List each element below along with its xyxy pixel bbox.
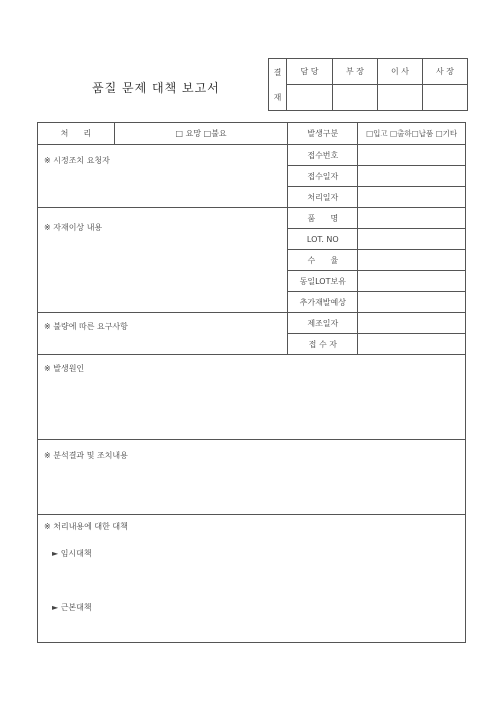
report-form-table <box>37 122 466 643</box>
field-receipt-no-value[interactable] <box>358 145 466 166</box>
field-yield-label: 수 율 <box>288 250 358 271</box>
field-receipt-date-label: 접수일자 <box>288 166 358 187</box>
approval-sign-manager[interactable] <box>333 85 378 111</box>
field-process-date-label: 처리일자 <box>288 187 358 208</box>
section-material-issue-label: ※ 자재이상 내용 <box>44 223 103 232</box>
category-options[interactable]: □입고 □출하□납품 □기타 <box>358 123 466 145</box>
section-analysis[interactable] <box>38 440 466 515</box>
field-mfg-date-value[interactable] <box>358 313 466 334</box>
section-requester-label: ※ 시정조치 요청자 <box>44 156 110 165</box>
section-countermeasures-label: ※ 처리내용에 대한 대책 <box>44 522 128 531</box>
approval-side-label <box>269 59 287 111</box>
field-receiver-value[interactable] <box>358 334 466 355</box>
field-item-name-label: 품 명 <box>288 208 358 229</box>
field-same-lot-value[interactable] <box>358 271 466 292</box>
temporary-measure-label: ► 임시대책 <box>52 549 92 558</box>
approval-header-director: 이 사 <box>378 59 423 85</box>
approval-table <box>268 58 468 111</box>
approval-side-bottom: 재 <box>273 92 282 102</box>
section-material-issue[interactable] <box>38 208 288 313</box>
section-analysis-label: ※ 분석결과 및 조치내용 <box>44 451 128 460</box>
field-receiver-label: 접 수 자 <box>288 334 358 355</box>
field-receipt-date-value[interactable] <box>358 166 466 187</box>
approval-sign-director[interactable] <box>378 85 423 111</box>
root-measure-label: ► 근본대책 <box>52 603 92 612</box>
section-cause[interactable] <box>38 355 466 440</box>
approval-sign-president[interactable] <box>423 85 468 111</box>
page-title: 품질 문제 대책 보고서 <box>92 81 220 95</box>
category-label: 발생구분 <box>288 123 358 145</box>
field-extra-defect-label: 추가재발예상 <box>288 292 358 313</box>
process-options[interactable]: □ 요망 □불요 <box>114 123 288 145</box>
field-item-name-value[interactable] <box>358 208 466 229</box>
approval-header-manager: 부 장 <box>333 59 378 85</box>
field-process-date-value[interactable] <box>358 187 466 208</box>
approval-header-staff: 담 당 <box>287 59 333 85</box>
section-defect-requests[interactable] <box>38 313 288 355</box>
approval-header-president: 사 장 <box>423 59 468 85</box>
section-cause-label: ※ 발생원인 <box>44 364 85 373</box>
process-label: 처 리 <box>38 123 115 145</box>
section-requester[interactable] <box>38 145 288 208</box>
field-lot-no-value[interactable] <box>358 229 466 250</box>
field-yield-value[interactable] <box>358 250 466 271</box>
field-mfg-date-label: 제조일자 <box>288 313 358 334</box>
approval-sign-staff[interactable] <box>287 85 333 111</box>
approval-side-top: 결 <box>273 67 282 77</box>
section-countermeasures[interactable] <box>38 515 466 643</box>
field-lot-no-label: LOT. NO <box>288 229 358 250</box>
section-defect-requests-label: ※ 불량에 따른 요구사항 <box>44 322 128 331</box>
field-extra-defect-value[interactable] <box>358 292 466 313</box>
field-same-lot-label: 동일LOT보유 <box>288 271 358 292</box>
field-receipt-no-label: 접수번호 <box>288 145 358 166</box>
